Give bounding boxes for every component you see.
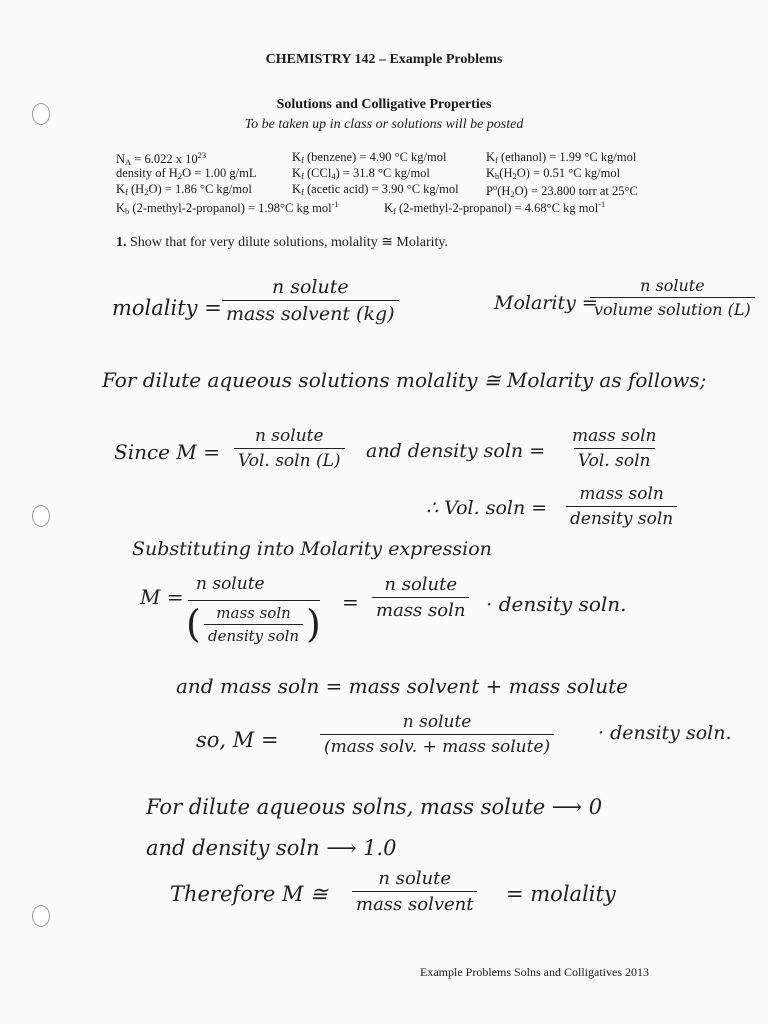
therefore-vol-denominator: density soln [566,506,677,529]
since-denominator: Vol. soln (L) [234,448,345,471]
molarity-label: Molarity = [494,292,598,314]
density-numerator: mass soln [572,426,657,446]
question-1 [116,234,448,251]
constant-kf-water: $K_f$ $(H_2O) = 1.86$ °C kg/mol [116,182,252,197]
m2-fraction [372,574,469,621]
constant-kb-water: $K_b(H_2O) = 0.51$ °C kg/mol [486,166,621,181]
dilute-statement: For dilute aqueous solutions molality ≅ Molarity as follows; [102,368,707,392]
question-number: 1. [116,235,127,250]
since-fraction [234,426,345,471]
therefore-numerator: n solute [378,868,452,889]
m-numerator: n solute [196,574,265,594]
m-equals-label: M = [140,585,184,609]
constant-density-water: density of $H_2O = 1.00$ g/mL [116,166,257,181]
m-equals-sign: = [342,590,359,614]
m-inner-denominator: density soln [204,624,303,645]
constant-kf-ccl4: $K_f$ (CCl$_4$) = 31.8 °C kg/mol [292,166,430,181]
density-fraction [568,426,660,471]
constant-kf-acetic-acid: $K_f$ (acetic acid) = 3.90 °C kg/mol [292,182,459,197]
substituting-line: Substituting into Molarity expression [132,538,492,560]
so-times-density: · density soln. [598,722,732,744]
therefore-vol-label: ∴ Vol. soln = [426,497,548,519]
molality-label: molality = [112,296,222,320]
mass-soln-line: and mass soln = mass solvent + mass solute [176,674,629,698]
so-fraction [320,712,554,757]
therefore-result: = molality [506,882,616,906]
m2-denominator: mass soln [372,597,469,621]
course-title: CHEMISTRY 142 – Example Problems [265,52,503,67]
m-paren-open: ( [186,602,201,646]
molarity-fraction [590,276,755,319]
density-denominator: Vol. soln [574,448,655,471]
page-footer: Example Problems Solns and Colligatives 2013 [420,965,649,979]
constant-kf-benzene: $K_f$ (benzene) = 4.90 °C kg/mol [292,150,447,165]
constant-kf-ethanol: $K_f$ (ethanol) = 1.99 °C kg/mol [486,150,637,165]
molality-numerator: n solute [271,276,349,298]
constant-avogadro: $N_A = 6.022$ x $10^{23}$ [116,150,207,167]
molality-fraction [222,276,399,325]
punch-hole-middle [32,505,50,527]
so-denominator: (mass solv. + mass solute) [320,734,554,757]
therefore-fraction [352,868,477,915]
question-text: Show that for very dilute solutions, molality ≅ Molarity. [130,235,449,250]
therefore-denominator: mass solvent [352,891,477,915]
posting-note: To be taken up in class or solutions will be posted [244,117,524,132]
molarity-denominator: volume solution (L) [590,297,755,319]
section-title: Solutions and Colligative Properties [276,97,492,112]
so-numerator: n solute [402,712,472,732]
dilute-solns-line: For dilute aqueous solns, mass solute ⟶ 0 [146,795,603,819]
constant-kf-methylpropanol: $K_f$ (2-methyl-2-propanol) = 4.68°C kg mol$^{-1}$ [384,199,606,216]
therefore-vol-numerator: mass soln [579,484,664,504]
so-m-label: so, M = [196,728,279,752]
since-numerator: n solute [254,426,324,446]
punch-hole-bottom [32,905,50,927]
molality-denominator: mass solvent (kg) [222,300,399,325]
constant-kb-methylpropanol: $K_b$ (2-methyl-2-propanol) = 1.98°C kg mol$^{-1}$ [116,199,339,216]
therefore-label: Therefore M ≅ [170,882,328,906]
molarity-numerator: n solute [640,276,705,295]
m2-numerator: n solute [384,574,458,595]
m2-times-density: · density soln. [486,592,627,616]
m-paren-close: ) [306,602,321,646]
therefore-vol-fraction [566,484,677,529]
m-fraction-bar [188,600,320,601]
m-inner-numerator: mass soln [216,604,291,622]
since-m-label: Since M = [114,440,220,464]
density-limit-line: and density soln ⟶ 1.0 [146,836,397,860]
constant-vapor-pressure-water: $P^o(H_2O) = 23.800$ torr at 25°C [486,182,638,199]
density-label: and density soln = [366,440,546,462]
m-inner-fraction [204,604,303,645]
